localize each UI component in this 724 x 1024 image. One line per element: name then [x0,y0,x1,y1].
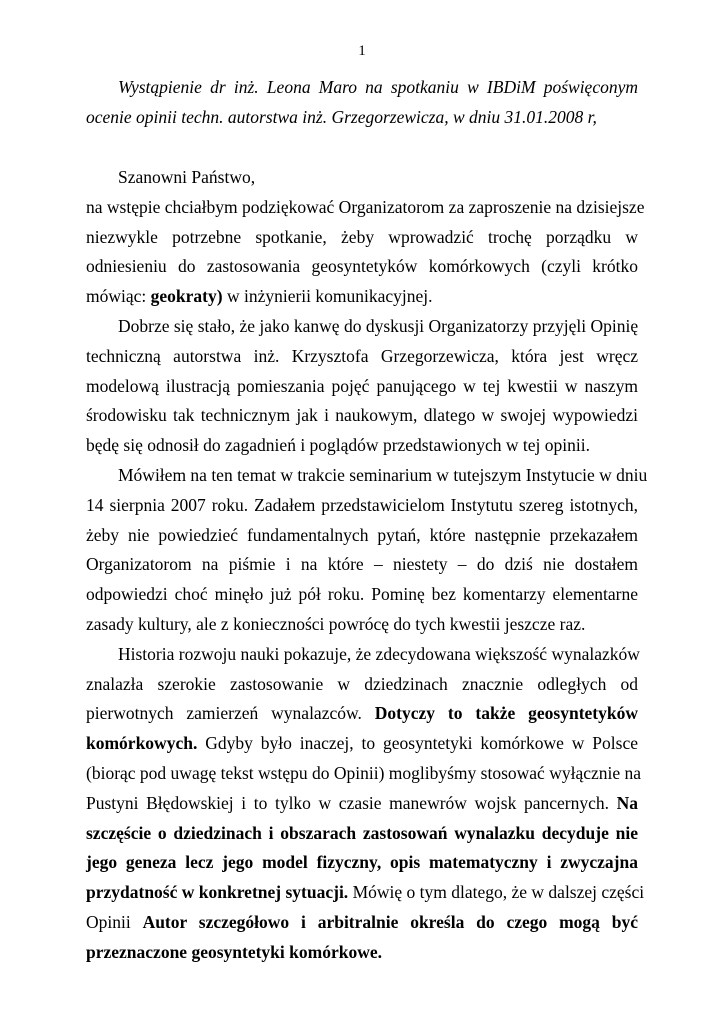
text-line [86,878,645,908]
heading-line-1: Wystąpienie dr inż. Leona Maro na spotkaniu w IBDiM poświęconym [118,77,638,97]
document-body [86,163,648,968]
paragraph-1 [86,193,645,312]
text-run: Opinii [86,911,143,932]
heading-line-2: ocenie opinii techn. autorstwa inż. Grzegorzewicza, w dniu 31.01.2008 r, [86,107,597,127]
bold-run: przydatność w konkretnej sytuacji. [86,882,349,903]
paragraph-2 [86,312,638,461]
text-line [86,908,638,938]
text-line [86,819,638,849]
text-run: Pustyni Błędowskiej i to tylko w czasie manewrów wojsk pancernych. [86,792,617,813]
text-line: niezwykle potrzebne spotkanie, żeby wprowadzić trochę porządku w [86,226,638,247]
text-line: odniesieniu do zastosowania geosyntetyków komórkowych (czyli krótko [86,256,638,277]
text-run: pierwotnych zamierzeń wynalazców. [86,703,375,724]
document-heading [86,72,638,132]
text-line: środowisku tak technicznym jak i naukowym, dlatego w swojej wypowiedzi [86,405,638,426]
bold-run: Dotyczy to także geosyntetyków [374,703,638,724]
bold-run: Autor szczegółowo i arbitralnie określa do czego mogą być [142,911,638,932]
text-line: (biorąc pod uwagę tekst wstępu do Opinii) moglibyśmy stosować wyłącznie na [86,762,642,783]
text-line: 14 sierpnia 2007 roku. Zadałem przedstawicielom Instytutu szereg istotnych, [86,494,638,515]
text-line: zasady kultury, ale z konieczności powrócę do tych kwestii jeszcze raz. [86,613,586,634]
bold-run: przeznaczone geosyntetyki komórkowe. [86,941,382,962]
text-line: żeby nie powiedzieć fundamentalnych pytań, które następnie przekazałem [86,524,638,545]
bold-run: szczęście o dziedzinach i obszarach zastosowań wynalazku decyduje nie [86,822,638,843]
text-line: odpowiedzi choć minęło już pół roku. Pominę bez komentarzy elementarne [86,584,638,605]
text-line [86,938,638,968]
text-line [86,699,638,729]
text-line: na wstępie chciałbym podziękować Organizatorom za zaproszenie na dzisiejsze [86,196,645,217]
text-run: Gdyby było inaczej, to geosyntetyki komórkowe w Polsce [197,733,638,754]
text-line: techniczną autorstwa inż. Krzysztofa Grzegorzewicza, która jest wręcz [86,345,638,366]
bold-run: jego geneza lecz jego model fizyczny, opis matematyczny i zwyczajna [86,852,638,873]
bold-run: komórkowych. [86,733,198,754]
text-line: modelową ilustracją pomieszania pojęć panującego w tej kwestii w naszym [86,375,638,396]
greeting: Szanowni Państwo, [118,167,256,187]
paragraph-3 [86,461,648,640]
text-line: Mówiłem na ten temat w trakcie seminarium w tutejszym Instytucie w dniu [118,464,648,485]
text-line: znalazła szerokie zastosowanie w dziedzinach znacznie odległych od [86,673,638,694]
bold-run: Na [616,792,638,813]
text-line [86,789,638,819]
page-number: 1 [358,43,366,59]
text-line [86,848,638,878]
paragraph-4 [86,640,645,968]
bold-run: geokraty) [150,286,223,307]
text-line: Historia rozwoju nauki pokazuje, że zdecydowana większość wynalazków [118,643,640,664]
text-line: będę się odnosił do zagadnień i poglądów przedstawionych w tej opinii. [86,435,590,456]
text-run: mówiąc: [86,286,151,307]
text-run: Mówię o tym dlatego, że w dalszej części [348,882,645,903]
text-line: Organizatorom na piśmie i na które – niestety – do dziś nie dostałem [86,554,638,575]
text-run: w inżynierii komunikacyjnej. [222,286,433,307]
text-line: Dobrze się stało, że jako kanwę do dyskusji Organizatorzy przyjęli Opinię [118,315,639,336]
text-line [86,729,638,759]
text-line [86,282,638,312]
